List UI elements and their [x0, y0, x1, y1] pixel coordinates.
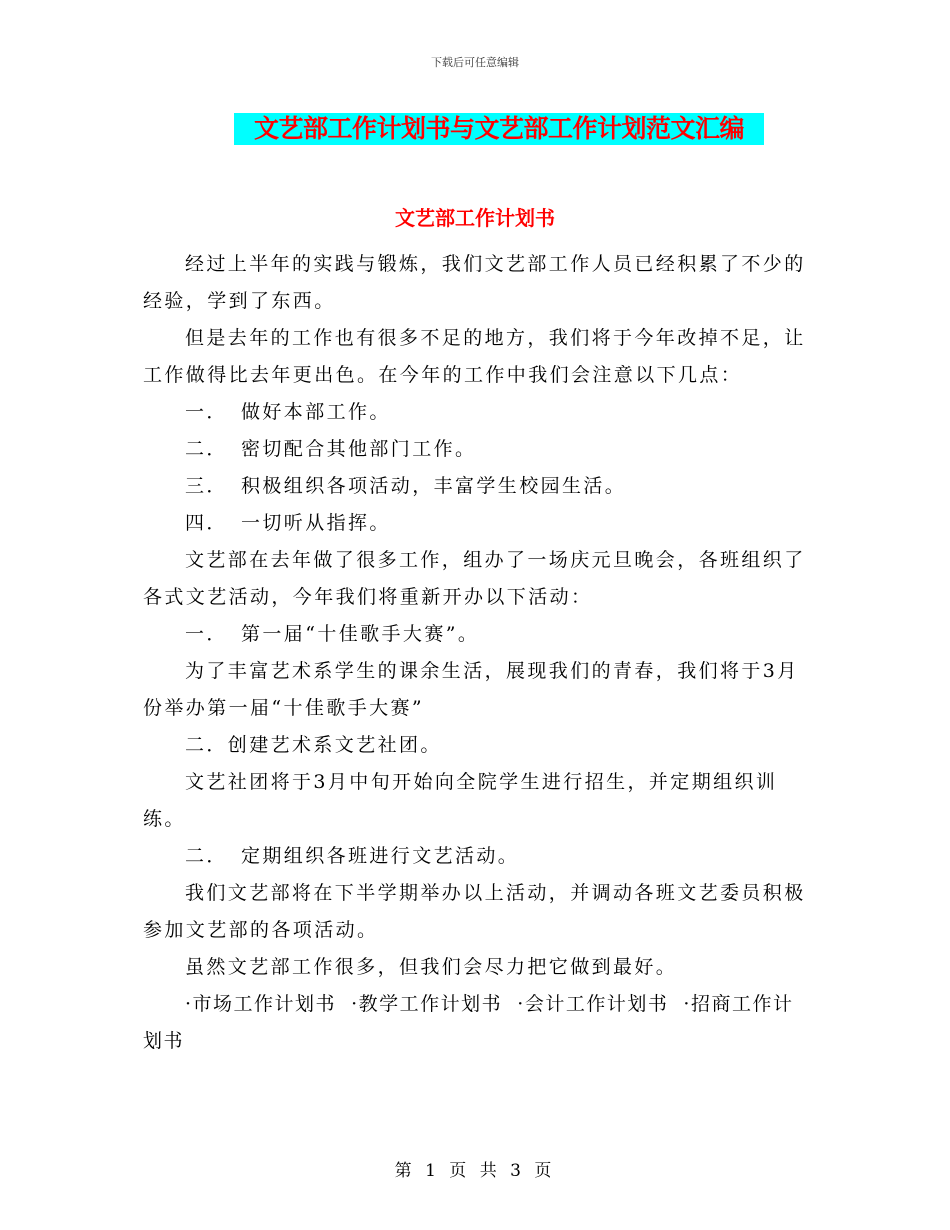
- activity-number: 一．: [185, 623, 228, 645]
- paragraph-closing: 虽然文艺部工作很多，但我们会尽力把它做到最好。: [185, 956, 678, 978]
- activity-item: [143, 838, 807, 875]
- list-item-text: 积极组织各项活动，丰富学生校园生活。: [241, 475, 627, 497]
- paragraph-shortcomings: 但是去年的工作也有很多不足的地方，我们将于今年改掉不足，让工作做得比去年更出色。在今年的工作中我们会注意以下几点：: [143, 327, 806, 386]
- link-investment-plan[interactable]: ·招商工作计划书: [143, 993, 794, 1052]
- activity-item: [143, 727, 807, 764]
- list-item: [143, 394, 807, 431]
- page-footer: 第 1 页 共 3 页: [394, 1161, 556, 1181]
- list-item-number: 四．: [185, 512, 228, 534]
- activity-text: 第一届“十佳歌手大赛”。: [241, 623, 480, 645]
- list-item-number: 二．: [185, 438, 228, 460]
- section-title: 文艺部工作计划书: [395, 206, 555, 230]
- paragraph-second-semester: 我们文艺部将在下半学期举办以上活动，并调动各班文艺委员积极参加文艺部的各项活动。: [143, 882, 806, 941]
- related-links: [143, 986, 807, 1060]
- paragraph-art-club: 文艺社团将于3月中旬开始向全院学生进行招生，并定期组织训练。: [143, 771, 778, 830]
- list-item-number: 一．: [185, 401, 228, 423]
- paragraph-singer-contest: 为了丰富艺术系学生的课余生活，展现我们的青春，我们将于3月份举办第一届“十佳歌手大赛”: [143, 660, 799, 719]
- main-title-container: [234, 113, 764, 145]
- list-item-text: 密切配合其他部门工作。: [241, 438, 477, 460]
- list-item-text: 做好本部工作。: [241, 401, 391, 423]
- activity-text: 二．创建艺术系文艺社团。: [185, 734, 442, 756]
- document-body: [143, 246, 807, 1060]
- main-title: 文艺部工作计划书与文艺部工作计划范文汇编: [234, 113, 764, 145]
- link-teaching-plan[interactable]: ·教学工作计划书: [351, 993, 503, 1015]
- activity-text: 定期组织各班进行文艺活动。: [241, 845, 520, 867]
- list-item-number: 三．: [185, 475, 228, 497]
- link-market-plan[interactable]: ·市场工作计划书: [185, 993, 337, 1015]
- activity-number: 二．: [185, 845, 228, 867]
- link-accounting-plan[interactable]: ·会计工作计划书: [517, 993, 669, 1015]
- list-item: [143, 468, 807, 505]
- list-item: [143, 505, 807, 542]
- paragraph-last-year: 文艺部在去年做了很多工作，组办了一场庆元旦晚会，各班组织了各式文艺活动，今年我们将重新开办以下活动：: [143, 549, 806, 608]
- header-note: 下载后可任意编辑: [431, 56, 519, 69]
- paragraph-intro: 经过上半年的实践与锻炼，我们文艺部工作人员已经积累了不少的经验，学到了东西。: [143, 253, 806, 312]
- list-item-text: 一切听从指挥。: [241, 512, 391, 534]
- activity-item: [143, 616, 807, 653]
- list-item: [143, 431, 807, 468]
